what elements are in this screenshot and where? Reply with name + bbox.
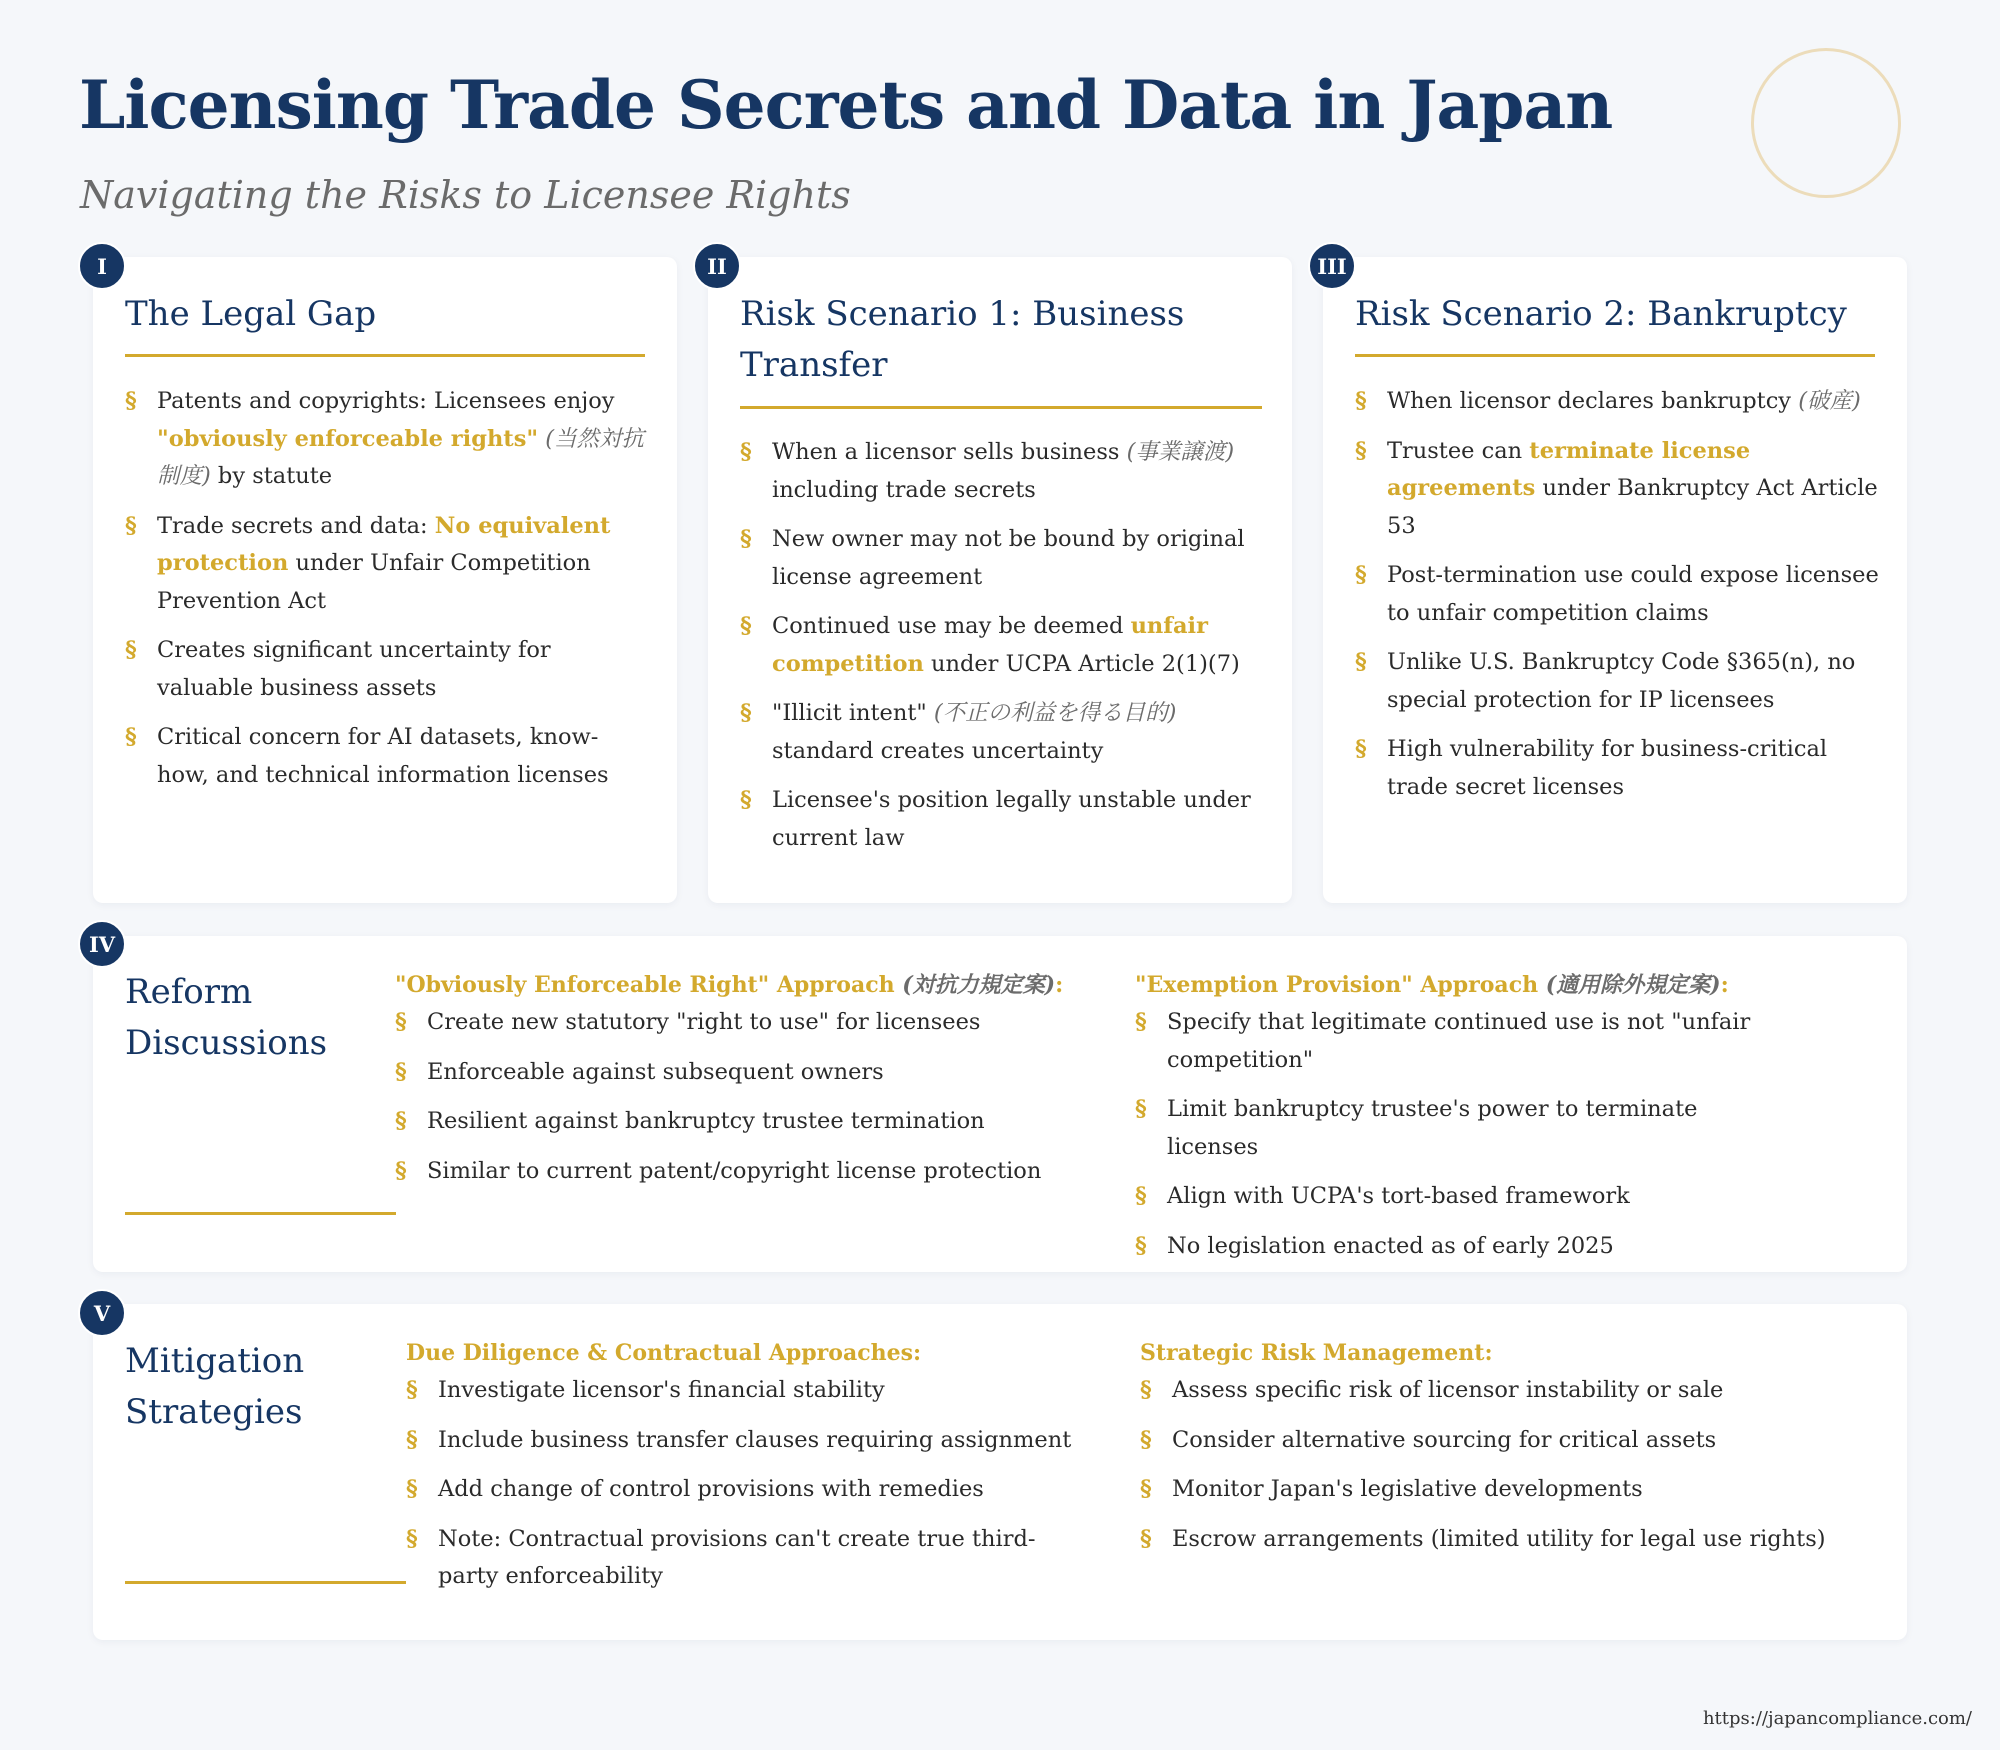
section-divider <box>125 1581 406 1584</box>
item-text: under Unfair Competition Prevention Act <box>157 550 591 614</box>
list-item <box>395 1004 1095 1042</box>
section-divider <box>1355 354 1875 357</box>
item-text: Escrow arrangements (limited utility for legal use rights) <box>1172 1525 1826 1552</box>
section-mark-icon: § <box>740 613 752 639</box>
item-text: Critical concern for AI datasets, know-how, and technical information licenses <box>157 724 609 788</box>
mitigation-left-list <box>406 1372 1086 1608</box>
list-item <box>1140 1471 1880 1509</box>
section-mark-icon: § <box>1135 1183 1147 1209</box>
item-text: When licensor declares bankruptcy <box>1387 388 1799 414</box>
mitigation-left-heading: Due Diligence & Contractual Approaches: <box>406 1340 922 1366</box>
list-item <box>1355 383 1880 421</box>
japanese-term: (不正の利益を得る目的) <box>933 700 1177 726</box>
section-title: Mitigation Strategies <box>125 1341 305 1432</box>
list-item <box>406 1521 1086 1596</box>
decorative-circle-icon <box>1751 48 1901 198</box>
list-item <box>1355 433 1880 546</box>
section-number-badge: III <box>1308 242 1356 290</box>
section-number-badge: I <box>78 242 126 290</box>
section-mark-icon: § <box>395 1009 407 1035</box>
section-mark-icon: § <box>1355 437 1367 464</box>
footer-url: https://japancompliance.com/ <box>1702 1708 1972 1729</box>
list-item <box>1140 1372 1880 1410</box>
item-text: High vulnerability for business-critical trade secret licenses <box>1387 736 1828 800</box>
section-mark-icon: § <box>1355 649 1367 675</box>
section-mark-icon: § <box>1355 736 1367 762</box>
list-item <box>1140 1521 1880 1559</box>
list-item <box>1355 557 1880 632</box>
section-mark-icon: § <box>740 787 752 813</box>
item-text: Limit bankruptcy trustee's power to terminate licenses <box>1167 1096 1698 1160</box>
section-divider <box>125 1212 396 1215</box>
list-item <box>395 1054 1095 1092</box>
list-item <box>740 434 1260 509</box>
item-text: under UCPA Article 2(1)(7) <box>923 650 1240 677</box>
section-number-badge: V <box>78 1289 126 1337</box>
legal-gap-list <box>125 383 645 806</box>
list-item <box>125 383 645 496</box>
section-mark-icon: § <box>1355 388 1367 414</box>
highlighted-text: "obviously enforceable rights" <box>157 425 539 452</box>
item-text: New owner may not be bound by original license agreement <box>772 526 1245 590</box>
list-item <box>1355 644 1880 719</box>
list-item <box>740 782 1260 857</box>
item-text: Creates significant uncertainty for valuable business assets <box>157 637 551 701</box>
section-mark-icon: § <box>125 637 137 663</box>
bankruptcy-list <box>1355 383 1880 818</box>
item-text: Align with UCPA's tort-based framework <box>1167 1183 1630 1209</box>
section-mark-icon: § <box>125 512 137 539</box>
item-text: When a licensor sells business <box>772 439 1127 465</box>
list-item <box>395 1153 1095 1191</box>
list-item <box>740 608 1260 683</box>
section-mark-icon: § <box>406 1525 418 1552</box>
list-item <box>125 632 645 707</box>
section-divider <box>125 354 645 357</box>
section-mark-icon: § <box>406 1377 418 1403</box>
list-item <box>1135 1091 1755 1166</box>
section-number-badge: II <box>693 242 741 290</box>
item-text: Trustee can <box>1387 437 1530 464</box>
item-text: by statute <box>210 463 333 489</box>
section-mark-icon: § <box>740 526 752 552</box>
list-item <box>1135 1004 1755 1079</box>
section-mark-icon: § <box>1140 1377 1152 1403</box>
business-transfer-list <box>740 434 1260 869</box>
section-mark-icon: § <box>740 439 752 465</box>
list-item <box>740 521 1260 596</box>
item-text: Add change of control provisions with remedies <box>438 1476 984 1502</box>
item-text: Continued use may be deemed <box>772 613 1131 639</box>
list-item <box>406 1471 1086 1509</box>
highlighted-text: No equivalent protection <box>157 512 611 576</box>
section-mark-icon: § <box>406 1476 418 1502</box>
item-text: including trade secrets <box>772 476 1036 503</box>
section-mark-icon: § <box>395 1108 407 1134</box>
item-text: Enforceable against subsequent owners <box>427 1058 884 1085</box>
list-item <box>1135 1228 1755 1266</box>
page-title: Licensing Trade Secrets and Data in Japan <box>79 66 1613 144</box>
item-text: Investigate licensor's financial stability <box>438 1377 885 1403</box>
reform-right-list <box>1135 1004 1755 1277</box>
item-text: No legislation enacted as of early 2025 <box>1167 1232 1614 1259</box>
section-mark-icon: § <box>395 1058 407 1085</box>
highlighted-text: unfair competition <box>772 613 1208 677</box>
section-mark-icon: § <box>395 1157 407 1184</box>
section-mark-icon: § <box>1140 1476 1152 1502</box>
reform-left-heading: "Obviously Enforceable Right" Approach (対抗力規定案): <box>395 972 1064 998</box>
item-text: Specify that legitimate continued use is not "unfair competition" <box>1167 1009 1751 1073</box>
mitigation-right-list <box>1140 1372 1880 1570</box>
section-mark-icon: § <box>125 724 137 750</box>
section-mark-icon: § <box>1135 1009 1147 1035</box>
japanese-term: (当然対抗制度) <box>157 425 645 489</box>
section-mark-icon: § <box>1135 1232 1147 1259</box>
item-text: standard creates uncertainty <box>772 737 1104 764</box>
list-item <box>740 695 1260 770</box>
item-text: "Illicit intent" <box>772 700 934 726</box>
section-mark-icon: § <box>1355 562 1367 588</box>
list-item <box>1135 1178 1755 1216</box>
list-item <box>406 1372 1086 1410</box>
reform-right-heading: "Exemption Provision" Approach (適用除外規定案): <box>1135 972 1729 998</box>
list-item <box>125 719 645 794</box>
mitigation-right-heading: Strategic Risk Management: <box>1140 1340 1493 1366</box>
item-text: Patents and copyrights: Licensees enjoy <box>157 388 615 414</box>
section-mark-icon: § <box>740 700 752 726</box>
item-text: Licensee's position legally unstable under current law <box>772 787 1251 851</box>
page-subtitle: Navigating the Risks to Licensee Rights <box>80 173 851 217</box>
section-mark-icon: § <box>125 388 137 414</box>
item-text: Trade secrets and data: <box>157 512 435 539</box>
list-item <box>1140 1422 1880 1460</box>
item-text: Assess specific risk of licensor instability or sale <box>1172 1377 1724 1403</box>
list-item <box>125 508 645 621</box>
item-text: Resilient against bankruptcy trustee termination <box>427 1108 985 1134</box>
section-mark-icon: § <box>1140 1426 1152 1453</box>
list-item <box>406 1422 1086 1460</box>
item-text: Post-termination use could expose licensee to unfair competition claims <box>1387 562 1879 626</box>
highlighted-text: terminate license agreements <box>1387 437 1751 501</box>
item-text: Unlike U.S. Bankruptcy Code §365(n), no special protection for IP licensees <box>1387 649 1856 713</box>
japanese-term: (事業譲渡) <box>1126 439 1235 465</box>
list-item <box>1355 731 1880 806</box>
section-title: Risk Scenario 2: Bankruptcy <box>1355 294 1847 334</box>
item-text: Note: Contractual provisions can't create true third-party enforceability <box>438 1525 1036 1589</box>
item-text: under Bankruptcy Act Article 53 <box>1387 475 1878 539</box>
reform-left-list <box>395 1004 1095 1202</box>
section-title: The Legal Gap <box>125 294 377 334</box>
section-divider <box>740 406 1262 409</box>
section-number-badge: IV <box>78 920 126 968</box>
list-item <box>395 1103 1095 1141</box>
item-text: Consider alternative sourcing for critical assets <box>1172 1426 1717 1453</box>
section-title: Risk Scenario 1: Business Transfer <box>740 294 1185 385</box>
japanese-term: (破産) <box>1798 388 1861 414</box>
section-title: Reform Discussions <box>125 972 328 1063</box>
section-mark-icon: § <box>406 1426 418 1453</box>
section-mark-icon: § <box>1140 1525 1152 1552</box>
section-mark-icon: § <box>1135 1096 1147 1122</box>
item-text: Monitor Japan's legislative developments <box>1172 1476 1643 1502</box>
item-text: Create new statutory "right to use" for licensees <box>427 1009 981 1035</box>
item-text: Similar to current patent/copyright license protection <box>427 1157 1042 1184</box>
item-text: Include business transfer clauses requiring assignment <box>438 1426 1072 1453</box>
